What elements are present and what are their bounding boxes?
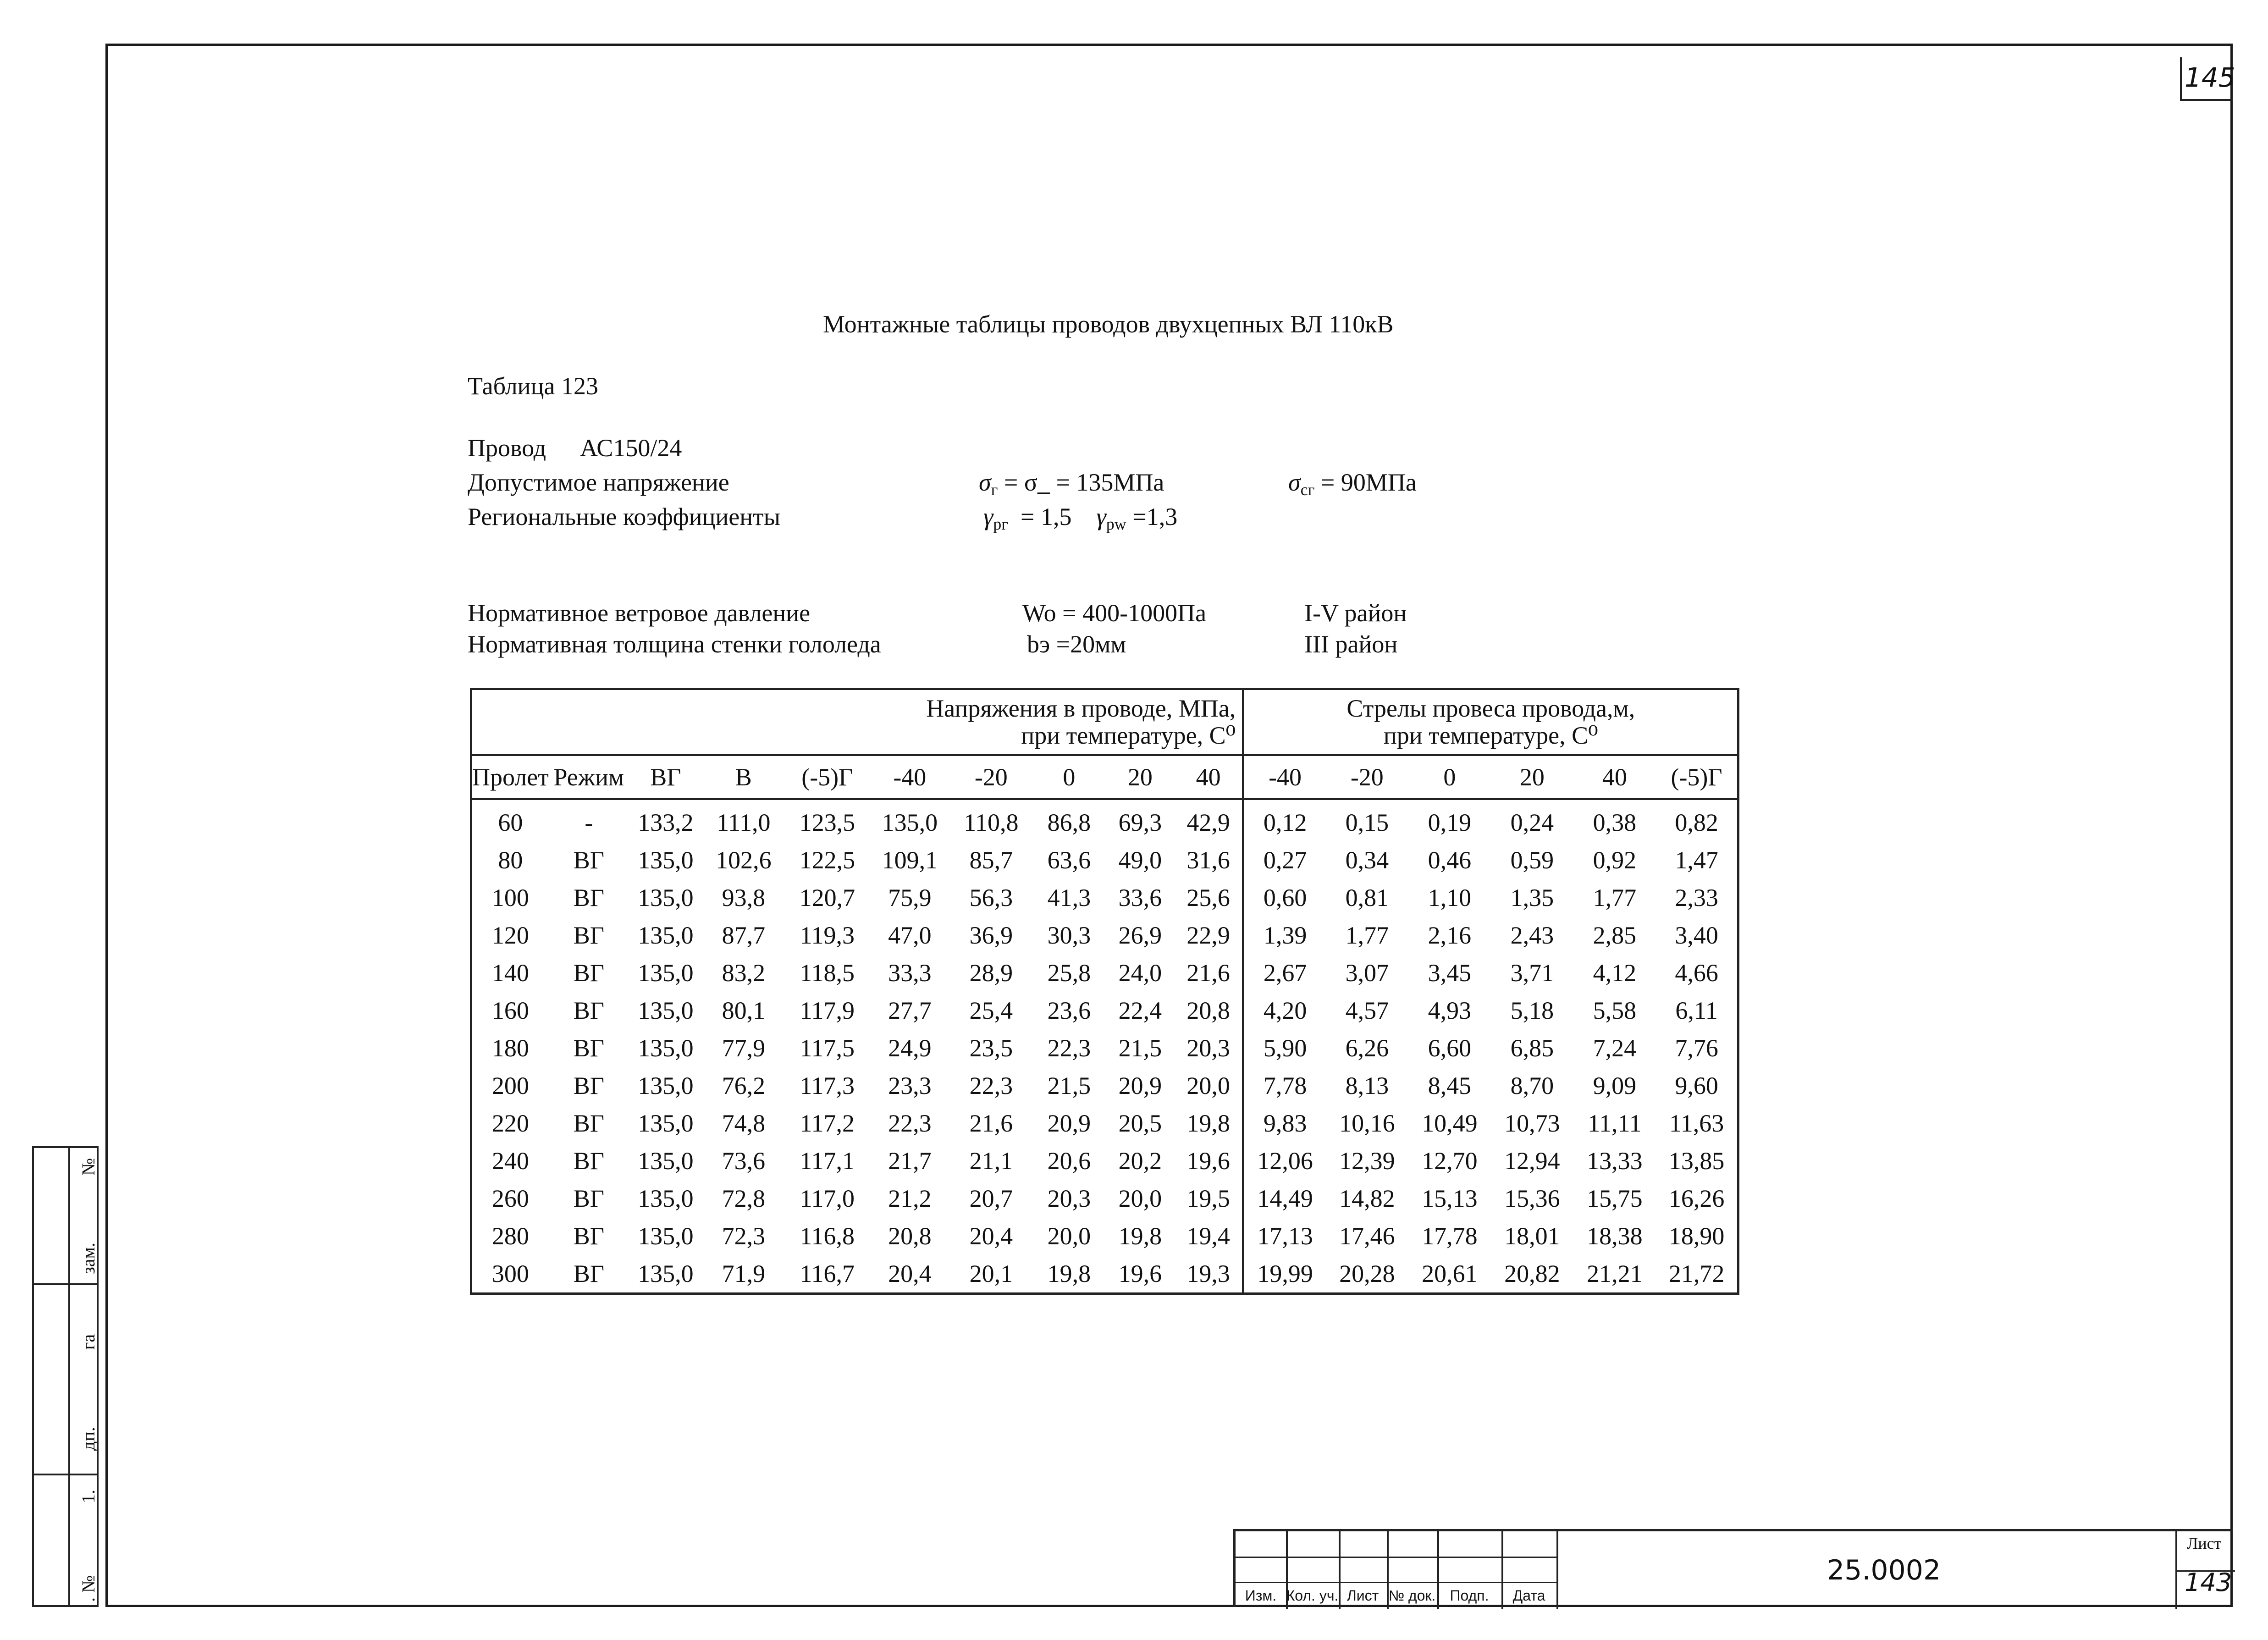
- side-strip-divider: [68, 1148, 70, 1605]
- tb-col-podp: Подп.: [1450, 1587, 1489, 1604]
- table-cell: 100: [491, 884, 529, 911]
- table-cell: 93,8: [722, 884, 766, 911]
- table-row: [471, 1104, 1738, 1142]
- side-strip-divider: [34, 1474, 97, 1475]
- tb-divider: [1236, 1557, 1556, 1558]
- table-cell: 118,5: [800, 959, 855, 987]
- title-block: [1233, 1529, 2233, 1607]
- table-cell: 10,49: [1422, 1110, 1478, 1137]
- table-cell: 8,45: [1428, 1072, 1472, 1099]
- tb-col-date: Дата: [1512, 1587, 1545, 1604]
- table-cell: 21,5: [1118, 1034, 1162, 1062]
- table-cell: 18,38: [1587, 1222, 1643, 1250]
- table-cell: 123,5: [799, 809, 855, 836]
- table-cell: 13,85: [1668, 1147, 1725, 1175]
- side-label-podp: дп.: [78, 1427, 99, 1451]
- side-label-no2: . №: [78, 1575, 99, 1602]
- wind-region: I-V район: [1304, 599, 1407, 627]
- sigma-symbol: σ: [1288, 469, 1301, 496]
- column-header-row: [471, 755, 1738, 799]
- table-cell: 42,9: [1186, 809, 1230, 836]
- table-cell: 23,3: [888, 1072, 932, 1099]
- table-cell: ВГ: [573, 884, 604, 911]
- table-cell: 3,07: [1345, 959, 1389, 987]
- table-cell: 133,2: [638, 809, 694, 836]
- gamma-symbol: γ: [1096, 503, 1106, 530]
- table-cell: 109,1: [882, 846, 938, 874]
- table-cell: 25,6: [1186, 884, 1230, 911]
- column-header: ВГ: [629, 755, 702, 799]
- stress-value: = σ_ = 135МПа: [998, 469, 1164, 496]
- table-cell: 1,35: [1510, 884, 1554, 911]
- table-cell: 75,9: [888, 884, 932, 911]
- gamma-value: = 1,5: [1008, 503, 1097, 530]
- table-cell: 20,5: [1118, 1110, 1162, 1137]
- table-cell: 0,12: [1243, 799, 1326, 841]
- table-cell: ВГ: [573, 959, 604, 987]
- gamma-value: =1,3: [1126, 503, 1178, 530]
- table-cell: 19,3: [1186, 1260, 1230, 1287]
- table-cell: 7,76: [1675, 1034, 1718, 1062]
- column-header: 40: [1175, 755, 1243, 799]
- table-cell: 135,0: [638, 1185, 694, 1212]
- column-header: -40: [1243, 755, 1326, 799]
- table-cell: 20,61: [1422, 1260, 1478, 1287]
- table-cell: 20,3: [1047, 1185, 1091, 1212]
- table-cell: 13,33: [1587, 1147, 1643, 1175]
- sigma-symbol: σ: [979, 469, 991, 496]
- table-row: [471, 1142, 1738, 1180]
- table-cell: 0,19: [1428, 809, 1472, 836]
- column-header: -20: [950, 755, 1032, 799]
- table-cell: 77,9: [722, 1034, 766, 1062]
- table-cell: 1,39: [1243, 917, 1326, 954]
- tb-col-doc: № док.: [1388, 1587, 1436, 1604]
- table-row: [471, 1255, 1738, 1294]
- table-cell: 9,60: [1675, 1072, 1718, 1099]
- table-cell: 31,6: [1186, 846, 1230, 874]
- table-cell: 4,20: [1243, 992, 1326, 1029]
- table-cell: 14,49: [1243, 1180, 1326, 1217]
- table-cell: 2,85: [1593, 922, 1637, 949]
- table-cell: 0,34: [1345, 846, 1389, 874]
- table-cell: 8,13: [1345, 1072, 1389, 1099]
- table-cell: 116,7: [800, 1260, 855, 1287]
- table-cell: 20,0: [1186, 1072, 1230, 1099]
- table-cell: -: [585, 809, 593, 836]
- table-cell: 280: [491, 1222, 529, 1250]
- table-row: [471, 1180, 1738, 1217]
- table-cell: 110,8: [964, 809, 1019, 836]
- table-cell: 21,6: [1186, 959, 1230, 987]
- table-cell: 28,9: [969, 959, 1013, 987]
- table-cell: 140: [491, 959, 529, 987]
- table-cell: 0,59: [1510, 846, 1554, 874]
- table-cell: 0,24: [1510, 809, 1554, 836]
- table-cell: 20,2: [1118, 1147, 1162, 1175]
- wind-value: Wo = 400-1000Па: [1022, 599, 1207, 627]
- table-cell: 76,2: [722, 1072, 766, 1099]
- table-cell: 36,9: [969, 922, 1013, 949]
- table-cell: 15,13: [1422, 1185, 1478, 1212]
- table-cell: 120,7: [799, 884, 855, 911]
- table-cell: 3,71: [1510, 959, 1554, 987]
- table-cell: 20,0: [1047, 1222, 1091, 1250]
- table-cell: 135,0: [882, 809, 938, 836]
- table-cell: 23,6: [1047, 997, 1091, 1024]
- tb-col-izm: Изм.: [1245, 1587, 1277, 1604]
- wind-label: Нормативное ветровое давление: [468, 599, 811, 627]
- table-cell: 117,1: [800, 1147, 855, 1175]
- table-cell: 0,92: [1593, 846, 1637, 874]
- table-cell: ВГ: [573, 997, 604, 1024]
- table-cell: 19,5: [1186, 1185, 1230, 1212]
- table-cell: 135,0: [638, 1260, 694, 1287]
- side-label-no: №: [78, 1158, 99, 1176]
- stress-formula: [979, 470, 1164, 498]
- table-cell: 3,40: [1675, 922, 1718, 949]
- table-cell: 135,0: [638, 846, 694, 874]
- table-row: [471, 1029, 1738, 1067]
- column-header: -40: [870, 755, 950, 799]
- table-cell: 7,78: [1243, 1067, 1326, 1104]
- table-cell: 20,4: [969, 1222, 1013, 1250]
- tb-divider: [1236, 1582, 1556, 1583]
- table-cell: 135,0: [638, 922, 694, 949]
- table-cell: 117,0: [800, 1185, 855, 1212]
- table-cell: 111,0: [717, 809, 771, 836]
- table-row: [471, 1217, 1738, 1255]
- table-cell: 18,01: [1504, 1222, 1560, 1250]
- table-cell: 22,3: [1047, 1034, 1091, 1062]
- table-cell: 22,3: [888, 1110, 932, 1137]
- table-cell: 19,8: [1186, 1110, 1230, 1137]
- table-cell: 135,0: [638, 997, 694, 1024]
- sigma-subscript: г: [991, 480, 998, 499]
- table-cell: 10,16: [1339, 1110, 1395, 1137]
- table-cell: 4,57: [1345, 997, 1389, 1024]
- stress-cg-value: = 90МПа: [1314, 469, 1417, 496]
- table-cell: 19,4: [1186, 1222, 1230, 1250]
- table-cell: 72,8: [722, 1185, 766, 1212]
- table-row: [471, 879, 1738, 917]
- table-cell: 20,9: [1118, 1072, 1162, 1099]
- table-cell: 5,58: [1593, 997, 1637, 1024]
- table-cell: 160: [491, 997, 529, 1024]
- table-cell: 60: [498, 809, 523, 836]
- table-cell: 19,8: [1047, 1260, 1091, 1287]
- table-cell: 6,85: [1510, 1034, 1554, 1062]
- table-cell: 4,12: [1593, 959, 1637, 987]
- table-cell: 240: [491, 1147, 529, 1175]
- table-cell: 12,06: [1243, 1142, 1326, 1180]
- table-cell: 10,73: [1504, 1110, 1560, 1137]
- ice-value: bэ =20мм: [1027, 630, 1126, 658]
- column-header: 0: [1032, 755, 1106, 799]
- table-cell: ВГ: [573, 1222, 604, 1250]
- table-cell: 120: [491, 922, 529, 949]
- table-cell: ВГ: [573, 1185, 604, 1212]
- table-cell: 1,47: [1675, 846, 1718, 874]
- table-cell: 17,13: [1243, 1217, 1326, 1255]
- side-label-1: 1.: [78, 1490, 99, 1503]
- table-cell: 117,3: [800, 1072, 855, 1099]
- stress-group-line2: при температуре, С⁰: [1021, 722, 1236, 749]
- document-title: Монтажные таблицы проводов двухцепных ВЛ 110кВ: [823, 310, 1394, 338]
- table-cell: 220: [491, 1110, 529, 1137]
- table-cell: 117,9: [800, 997, 855, 1024]
- table-cell: 0,82: [1675, 809, 1718, 836]
- table-cell: 0,60: [1243, 879, 1326, 917]
- table-cell: 26,9: [1118, 922, 1162, 949]
- sag-group-header: [1243, 689, 1738, 756]
- table-cell: 0,27: [1243, 841, 1326, 879]
- table-cell: 72,3: [722, 1222, 766, 1250]
- column-header: Пролет: [471, 755, 549, 799]
- table-cell: 85,7: [969, 846, 1013, 874]
- column-header: 20: [1106, 755, 1175, 799]
- sheet-number: 143: [2185, 1568, 2232, 1597]
- column-header: -20: [1326, 755, 1408, 799]
- table-cell: 9,09: [1593, 1072, 1637, 1099]
- table-cell: 21,7: [888, 1147, 932, 1175]
- table-cell: 20,6: [1047, 1147, 1091, 1175]
- table-cell: 25,8: [1047, 959, 1091, 987]
- table-cell: 20,0: [1118, 1185, 1162, 1212]
- table-cell: 135,0: [638, 1110, 694, 1137]
- table-cell: 2,33: [1675, 884, 1718, 911]
- table-cell: 22,4: [1118, 997, 1162, 1024]
- table-cell: ВГ: [573, 1034, 604, 1062]
- corner-sheet-number: 145: [2185, 62, 2235, 93]
- table-cell: 19,6: [1186, 1147, 1230, 1175]
- table-row: [471, 799, 1738, 841]
- table-cell: 2,43: [1510, 922, 1554, 949]
- table-cell: 200: [491, 1072, 529, 1099]
- table-cell: 12,39: [1339, 1147, 1395, 1175]
- table-cell: 56,3: [969, 884, 1013, 911]
- table-cell: ВГ: [573, 1260, 604, 1287]
- table-cell: 33,3: [888, 959, 932, 987]
- stress-cg-formula: [1288, 470, 1417, 498]
- gamma-symbol: γ: [983, 503, 993, 530]
- table-cell: 8,70: [1510, 1072, 1554, 1099]
- column-header: 20: [1491, 755, 1573, 799]
- table-cell: 87,7: [722, 922, 766, 949]
- stress-label: Допустимое напряжение: [468, 469, 729, 496]
- table-cell: 135,0: [638, 959, 694, 987]
- table-cell: 5,90: [1243, 1029, 1326, 1067]
- table-cell: 6,60: [1428, 1034, 1472, 1062]
- table-cell: 47,0: [888, 922, 932, 949]
- table-cell: 17,46: [1339, 1222, 1395, 1250]
- table-cell: 80: [498, 846, 523, 874]
- table-cell: 9,83: [1243, 1104, 1326, 1142]
- table-cell: 24,9: [888, 1034, 932, 1062]
- table-cell: 21,1: [969, 1147, 1013, 1175]
- table-cell: 1,77: [1345, 922, 1389, 949]
- table-cell: 20,3: [1186, 1034, 1230, 1062]
- document-code: 25.0002: [1827, 1554, 1941, 1586]
- table-cell: 22,3: [969, 1072, 1013, 1099]
- column-header: Режим: [549, 755, 629, 799]
- tb-col-kol: Кол. уч.: [1286, 1587, 1339, 1604]
- table-cell: 12,94: [1504, 1147, 1560, 1175]
- table-cell: 300: [491, 1260, 529, 1287]
- table-cell: 21,6: [969, 1110, 1013, 1137]
- coef-label: Региональные коэффициенты: [468, 503, 781, 530]
- table-cell: 15,75: [1587, 1185, 1643, 1212]
- table-cell: 0,46: [1428, 846, 1472, 874]
- table-cell: 49,0: [1118, 846, 1162, 874]
- column-header: (-5)Г: [1656, 755, 1738, 799]
- table-cell: 74,8: [722, 1110, 766, 1137]
- table-cell: 1,77: [1593, 884, 1637, 911]
- table-cell: 260: [491, 1185, 529, 1212]
- ice-label: Нормативная толщина стенки гололеда: [468, 630, 881, 658]
- table-cell: 116,8: [800, 1222, 855, 1250]
- table-cell: ВГ: [573, 1072, 604, 1099]
- table-cell: 21,72: [1668, 1260, 1725, 1287]
- table-cell: 17,78: [1422, 1222, 1478, 1250]
- table-cell: 73,6: [722, 1147, 766, 1175]
- table-cell: 135,0: [638, 1222, 694, 1250]
- wire-label: Провод: [468, 434, 546, 462]
- table-cell: ВГ: [573, 846, 604, 874]
- stress-group-header: [471, 689, 1243, 756]
- tb-divider: [1556, 1531, 1558, 1609]
- table-cell: 135,0: [638, 1147, 694, 1175]
- table-cell: 19,99: [1243, 1255, 1326, 1294]
- table-cell: 20,8: [888, 1222, 932, 1250]
- table-row: [471, 954, 1738, 992]
- table-cell: 19,8: [1118, 1222, 1162, 1250]
- gamma-subscript: pw: [1106, 515, 1126, 533]
- table-cell: 0,15: [1345, 809, 1389, 836]
- table-cell: ВГ: [573, 1110, 604, 1137]
- table-cell: 117,5: [800, 1034, 855, 1062]
- table-number: Таблица 123: [468, 372, 598, 400]
- table-cell: 22,9: [1186, 922, 1230, 949]
- table-row: [471, 1067, 1738, 1104]
- ice-region: III район: [1304, 630, 1398, 658]
- table-cell: 102,6: [716, 846, 772, 874]
- table-cell: 1,10: [1428, 884, 1472, 911]
- table-cell: 63,6: [1047, 846, 1091, 874]
- table-cell: 11,11: [1588, 1110, 1642, 1137]
- table-cell: 21,2: [888, 1185, 932, 1212]
- table-cell: 6,11: [1675, 997, 1718, 1024]
- side-strip-divider: [34, 1283, 97, 1285]
- tb-col-list: Лист: [1346, 1587, 1379, 1604]
- table-cell: 18,90: [1668, 1222, 1725, 1250]
- table-cell: 3,45: [1428, 959, 1472, 987]
- table-cell: 41,3: [1047, 884, 1091, 911]
- table-row: [471, 841, 1738, 879]
- table-cell: 20,1: [969, 1260, 1013, 1287]
- table-cell: 20,7: [969, 1185, 1013, 1212]
- table-cell: 119,3: [800, 922, 855, 949]
- table-cell: 21,21: [1587, 1260, 1643, 1287]
- table-cell: 69,3: [1118, 809, 1162, 836]
- column-header: (-5)Г: [785, 755, 870, 799]
- table-cell: 19,6: [1118, 1260, 1162, 1287]
- side-label-ga: га: [78, 1334, 99, 1350]
- sigma-subscript: сг: [1300, 480, 1315, 499]
- table-cell: 33,6: [1118, 884, 1162, 911]
- column-header: 0: [1408, 755, 1491, 799]
- table-row: [471, 992, 1738, 1029]
- table-cell: 11,63: [1669, 1110, 1724, 1137]
- table-cell: 117,2: [800, 1110, 855, 1137]
- stress-group-line1: Напряжения в проводе, МПа,: [926, 694, 1236, 722]
- table-cell: 135,0: [638, 1034, 694, 1062]
- table-cell: 20,8: [1186, 997, 1230, 1024]
- table-cell: 122,5: [799, 846, 855, 874]
- table-cell: 135,0: [638, 884, 694, 911]
- sag-group-line1: Стрелы провеса провода,м,: [1346, 694, 1635, 722]
- table-cell: 20,82: [1504, 1260, 1560, 1287]
- table-cell: 24,0: [1118, 959, 1162, 987]
- table-cell: 20,9: [1047, 1110, 1091, 1137]
- table-cell: 20,28: [1339, 1260, 1395, 1287]
- mounting-table: [470, 688, 1739, 1295]
- table-cell: 15,36: [1504, 1185, 1560, 1212]
- table-cell: 83,2: [722, 959, 766, 987]
- table-cell: 4,93: [1428, 997, 1472, 1024]
- coef-formula: [983, 504, 1177, 532]
- table-cell: 25,4: [969, 997, 1013, 1024]
- table-cell: ВГ: [573, 922, 604, 949]
- sag-group-line2: при температуре, С⁰: [1383, 722, 1598, 749]
- wire-value: АС150/24: [580, 434, 682, 462]
- table-cell: 135,0: [638, 1072, 694, 1099]
- table-cell: 86,8: [1047, 809, 1091, 836]
- table-cell: 7,24: [1593, 1034, 1637, 1062]
- side-stamp-strip: [32, 1146, 99, 1607]
- side-label-zam: зам.: [78, 1242, 99, 1274]
- table-cell: 2,16: [1428, 922, 1472, 949]
- table-cell: 180: [491, 1034, 529, 1062]
- table-cell: 0,38: [1593, 809, 1637, 836]
- table-cell: 30,3: [1047, 922, 1091, 949]
- table-cell: 6,26: [1345, 1034, 1389, 1062]
- table-cell: 16,26: [1668, 1185, 1725, 1212]
- table-row: [471, 917, 1738, 954]
- table-cell: ВГ: [573, 1147, 604, 1175]
- table-cell: 5,18: [1510, 997, 1554, 1024]
- table-cell: 80,1: [722, 997, 766, 1024]
- table-cell: 0,81: [1345, 884, 1389, 911]
- table-cell: 20,4: [888, 1260, 932, 1287]
- table-cell: 12,70: [1422, 1147, 1478, 1175]
- table-cell: 21,5: [1047, 1072, 1091, 1099]
- gamma-subscript: рг: [993, 515, 1009, 533]
- column-header: В: [702, 755, 785, 799]
- sheet-label: Лист: [2187, 1534, 2222, 1552]
- table-cell: 23,5: [969, 1034, 1013, 1062]
- column-header: 40: [1573, 755, 1656, 799]
- table-cell: 14,82: [1339, 1185, 1395, 1212]
- table-cell: 71,9: [722, 1260, 766, 1287]
- table-cell: 27,7: [888, 997, 932, 1024]
- table-cell: 2,67: [1243, 954, 1326, 992]
- table-cell: 4,66: [1675, 959, 1718, 987]
